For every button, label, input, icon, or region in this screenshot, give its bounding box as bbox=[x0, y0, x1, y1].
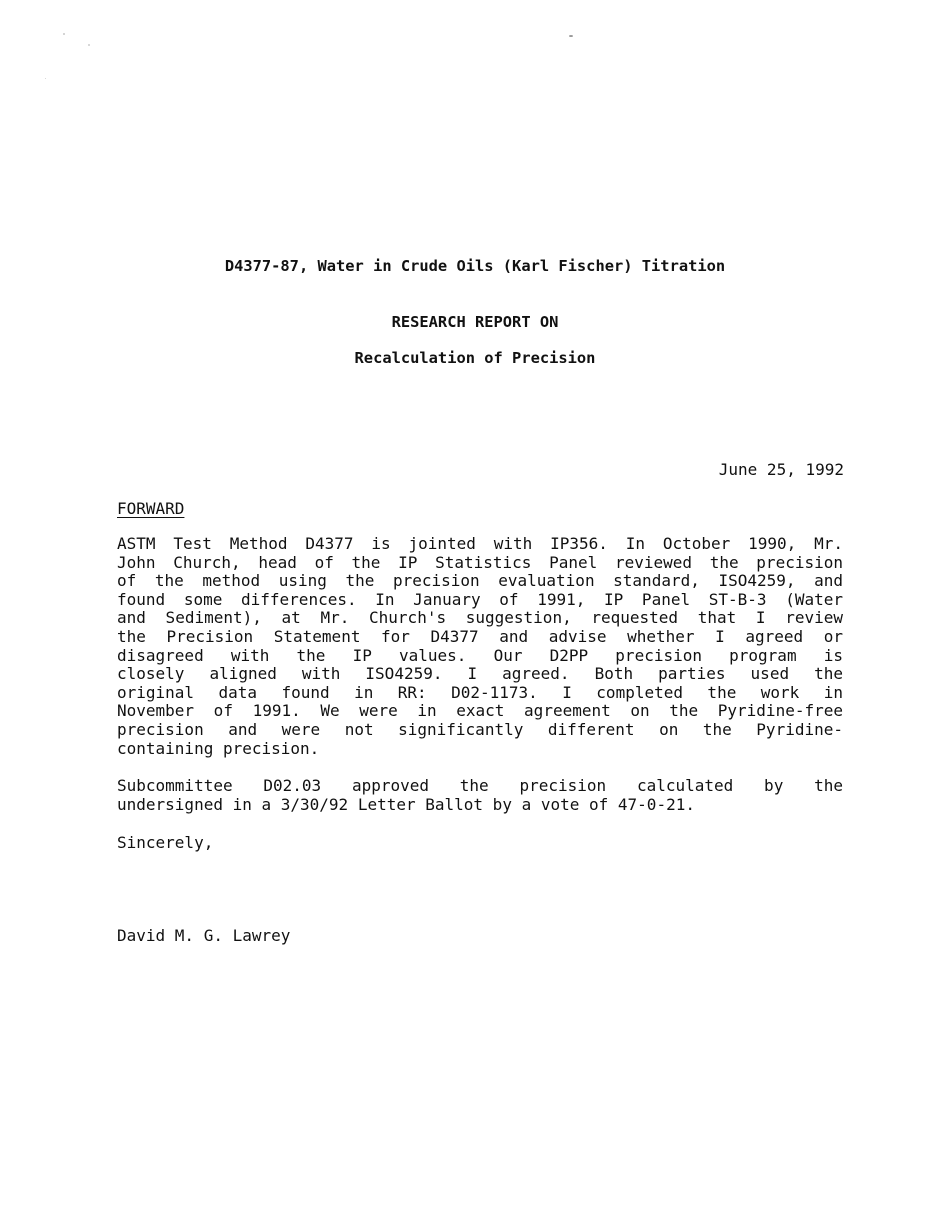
scan-speck bbox=[569, 35, 573, 37]
signature-name: David M. G. Lawrey bbox=[117, 926, 291, 945]
paragraph-line: original data found in RR: D02-1173. I completed the work in bbox=[117, 683, 843, 702]
paragraph-line: closely aligned with ISO4259. I agreed. Both parties used the bbox=[117, 665, 843, 684]
section-heading: FORWARD bbox=[117, 499, 185, 518]
paragraph-line: of the method using the precision evaluation standard, ISO4259, and bbox=[117, 572, 843, 591]
paragraph-line: John Church, head of the IP Statistics Panel reviewed the precision bbox=[117, 553, 843, 572]
report-date: June 25, 1992 bbox=[718, 460, 844, 479]
scan-speck bbox=[63, 33, 65, 35]
paragraph-line: precision and were not significantly different on the Pyridine- bbox=[117, 720, 843, 739]
paragraph-line: Subcommittee D02.03 approved the precision calculated by the bbox=[117, 777, 843, 795]
paragraph-line: November of 1991. We were in exact agreement on the Pyridine-free bbox=[117, 702, 843, 721]
report-subject: Recalculation of Precision bbox=[354, 349, 596, 367]
scan-speck bbox=[45, 78, 46, 79]
closing: Sincerely, bbox=[117, 833, 214, 852]
paragraph-line: containing precision. bbox=[117, 739, 320, 758]
scan-speck bbox=[88, 44, 90, 46]
paragraph-line: the Precision Statement for D4377 and advise whether I agreed or bbox=[117, 627, 843, 646]
approval-paragraph bbox=[117, 777, 843, 814]
paragraph-line: and Sediment), at Mr. Church's suggestion, requested that I review bbox=[117, 609, 843, 628]
paragraph-line: disagreed with the IP values. Our D2PP precision program is bbox=[117, 646, 843, 665]
paragraph-line: found some differences. In January of 1991, IP Panel ST-B-3 (Water bbox=[117, 590, 843, 609]
paragraph-line: ASTM Test Method D4377 is jointed with IP356. In October 1990, Mr. bbox=[117, 535, 843, 553]
paragraph-line: undersigned in a 3/30/92 Letter Ballot by a vote of 47-0-21. bbox=[117, 795, 695, 814]
document-title: D4377-87, Water in Crude Oils (Karl Fischer) Titration bbox=[224, 257, 726, 275]
report-subtitle: RESEARCH REPORT ON bbox=[391, 313, 559, 331]
forward-paragraph bbox=[117, 535, 843, 758]
